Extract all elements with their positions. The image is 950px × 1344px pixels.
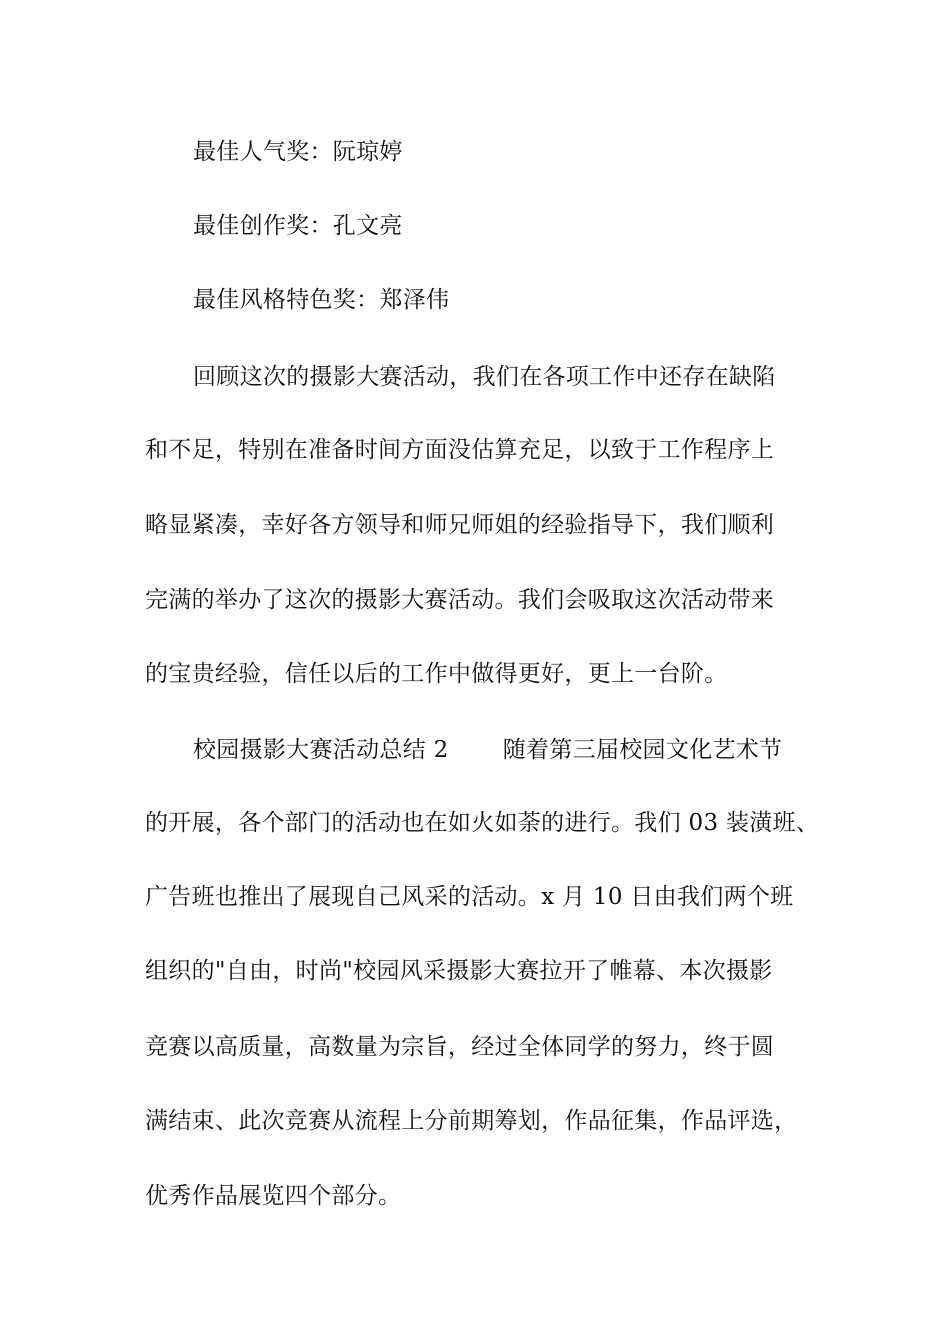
summary-2-line-6: 满结束、此次竞赛从流程上分前期筹划，作品征集，作品评选，: [145, 1108, 798, 1134]
summary-2-line-7: 优秀作品展览四个部分。: [145, 1183, 402, 1209]
paragraph-review-line-3: 略显紧凑，幸好各方领导和师兄师姐的经验指导下，我们顺利: [145, 512, 775, 538]
paragraph-review-line-2: 和不足，特别在准备时间方面没估算充足，以致于工作程序上: [145, 437, 775, 463]
award-style: 最佳风格特色奖：郑泽伟: [193, 287, 450, 313]
award-creativity: 最佳创作奖：孔文亮: [193, 213, 403, 239]
summary-2-line-5: 竞赛以高质量，高数量为宗旨，经过全体同学的努力，终于圆: [145, 1034, 775, 1060]
summary-2-line-1: 校园摄影大赛活动总结 2 随着第三届校园文化艺术节: [193, 737, 783, 763]
summary-2-line-3: 广告班也推出了展现自己风采的活动。x 月 10 日由我们两个班: [145, 884, 794, 910]
summary-2-line-2: 的开展，各个部门的活动也在如火如荼的进行。我们 03 装潢班、: [145, 810, 820, 836]
paragraph-review-line-5: 的宝贵经验，信任以后的工作中做得更好，更上一台阶。: [145, 661, 728, 687]
summary-2-line-4: 组织的"自由，时尚"校园风采摄影大赛拉开了帷幕、本次摄影: [145, 958, 773, 984]
award-popularity: 最佳人气奖：阮琼婷: [193, 139, 403, 165]
paragraph-review-line-1: 回顾这次的摄影大赛活动，我们在各项工作中还存在缺陷: [193, 364, 776, 390]
paragraph-review-line-4: 完满的举办了这次的摄影大赛活动。我们会吸取这次活动带来: [145, 587, 775, 613]
